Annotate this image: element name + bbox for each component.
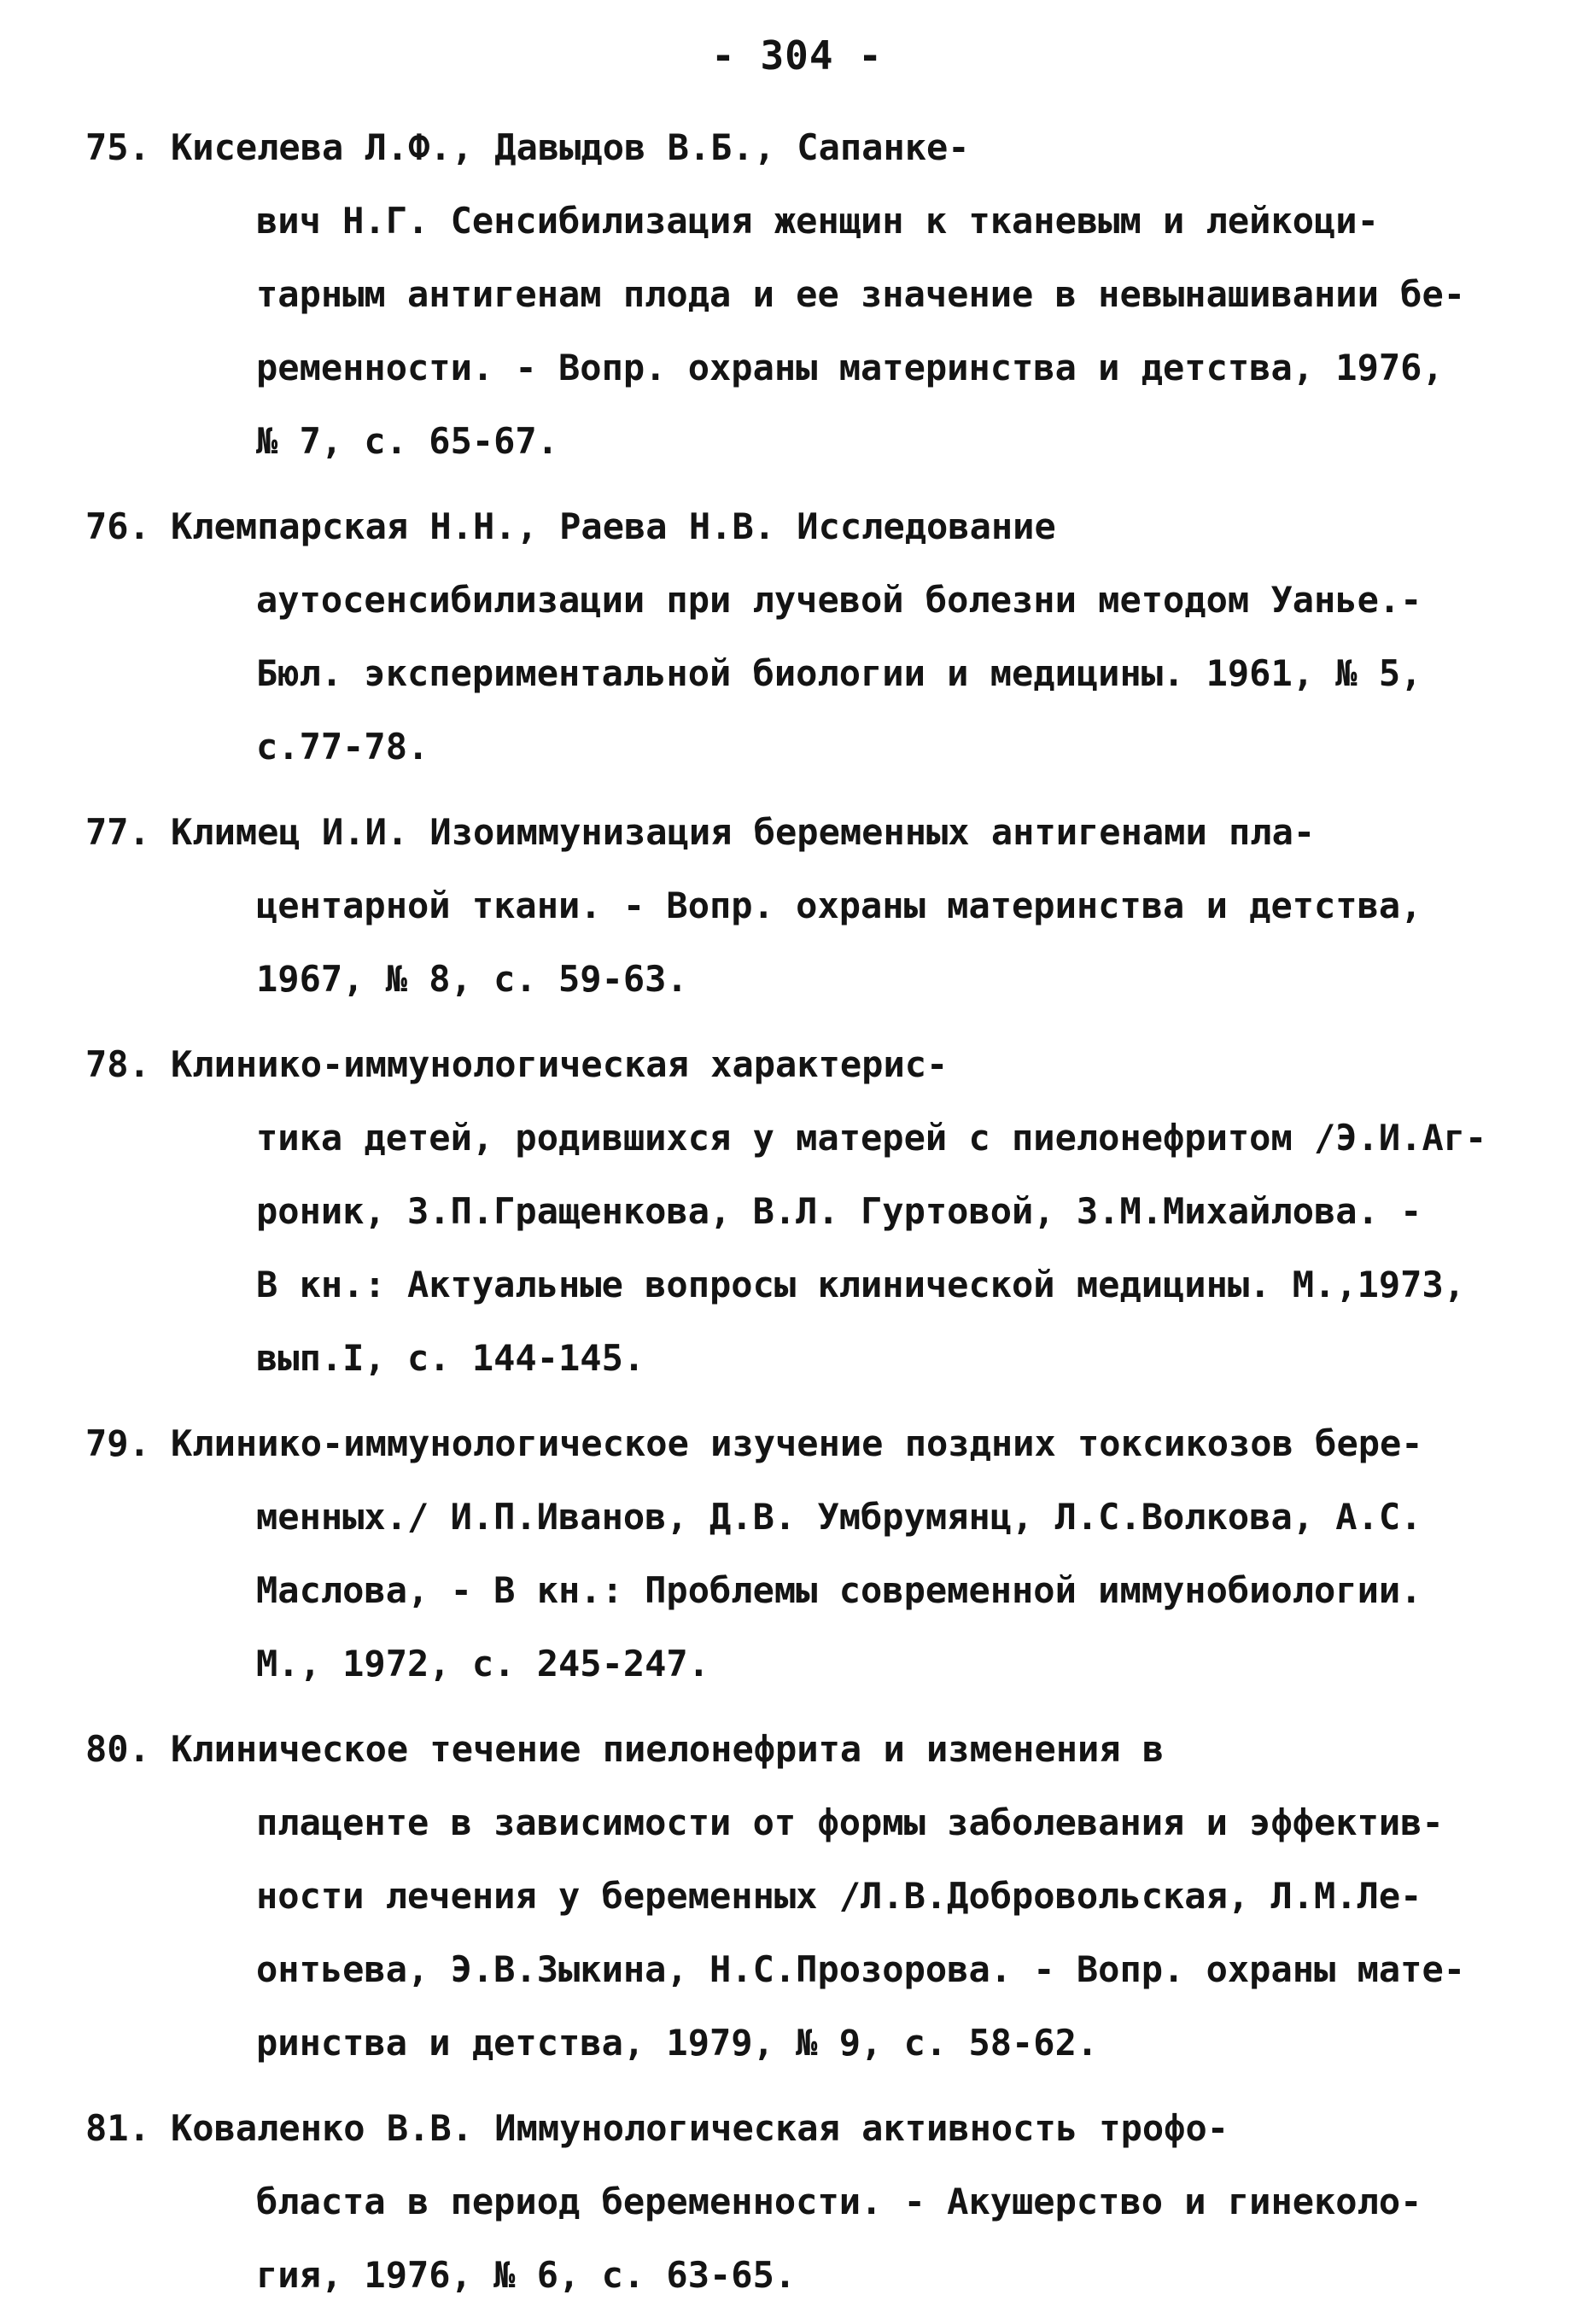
reference-list: [85, 111, 1528, 2324]
reference-continuation-line: [85, 1860, 1528, 1933]
reference-continuation-line: [85, 710, 1528, 784]
reference-text: вып.I, с. 144-145.: [256, 1337, 645, 1379]
reference-entry: [85, 490, 1528, 784]
reference-first-line: [85, 1028, 1528, 1101]
reference-entry: [85, 1713, 1528, 2080]
reference-entry: [85, 2092, 1528, 2312]
reference-continuation-line: [85, 1554, 1528, 1627]
reference-text: Клинико-иммунологическое изучение поздних токсикозов бере-: [171, 1422, 1423, 1464]
reference-number: 81.: [85, 2107, 150, 2149]
reference-number: 79.: [85, 1422, 150, 1464]
reference-continuation-line: [85, 1248, 1528, 1322]
reference-continuation-line: [85, 1480, 1528, 1554]
reference-text: М., 1972, с. 245-247.: [256, 1643, 710, 1685]
reference-continuation-line: [85, 1933, 1528, 2006]
reference-text: В кн.: Актуальные вопросы клинической медицины. М.,1973,: [256, 1264, 1466, 1305]
reference-first-line: [85, 111, 1528, 184]
reference-text: Клинико-иммунологическая характерис-: [171, 1043, 949, 1085]
page-number: - 304 -: [711, 32, 883, 79]
reference-continuation-line: [85, 563, 1528, 637]
reference-text: Киселева Л.Ф., Давыдов В.Б., Сапанке-: [171, 126, 970, 168]
reference-number: 80.: [85, 1728, 150, 1770]
reference-text: ности лечения у беременных /Л.В.Добровольская, Л.М.Ле-: [256, 1875, 1422, 1917]
reference-text: Клиническое течение пиелонефрита и изменения в: [171, 1728, 1165, 1770]
reference-text: центарной ткани. - Вопр. охраны материнства и детства,: [256, 885, 1422, 926]
reference-text: Климец И.И. Изоиммунизация беременных антигенами пла-: [171, 811, 1316, 853]
reference-text: гия, 1976, № 6, с. 63-65.: [256, 2254, 797, 2296]
reference-text: Коваленко В.В. Иммунологическая активность трофо-: [171, 2107, 1229, 2149]
reference-entry: [85, 1028, 1528, 1395]
reference-continuation-line: [85, 1175, 1528, 1248]
reference-first-line: [85, 1407, 1528, 1480]
reference-entry: [85, 1407, 1528, 1701]
reference-text: с.77-78.: [256, 726, 429, 768]
reference-text: аутосенсибилизации при лучевой болезни методом Уанье.-: [256, 579, 1422, 621]
reference-first-line: [85, 490, 1528, 563]
reference-text: вич Н.Г. Сенсибилизация женщин к тканевым и лейкоци-: [256, 200, 1379, 242]
reference-text: плаценте в зависимости от формы заболевания и эффектив-: [256, 1801, 1444, 1843]
reference-number: 75.: [85, 126, 150, 168]
reference-text: 1967, № 8, с. 59-63.: [256, 958, 688, 1000]
reference-entry: [85, 111, 1528, 478]
reference-text: ременности. - Вопр. охраны материнства и детства, 1976,: [256, 347, 1444, 388]
reference-number: 77.: [85, 811, 150, 853]
reference-entry: [85, 796, 1528, 1016]
reference-continuation-line: [85, 405, 1528, 478]
reference-text: онтьева, Э.В.Зыкина, Н.С.Прозорова. - Вопр. охраны мате-: [256, 1948, 1466, 1990]
reference-continuation-line: [85, 943, 1528, 1016]
reference-continuation-line: [85, 637, 1528, 710]
reference-text: Клемпарская Н.Н., Раева Н.В. Исследование: [171, 505, 1056, 547]
reference-continuation-line: [85, 1101, 1528, 1175]
reference-continuation-line: [85, 258, 1528, 331]
reference-first-line: [85, 2092, 1528, 2165]
reference-text: тарным антигенам плода и ее значение в невынашивании бе-: [256, 273, 1466, 315]
reference-continuation-line: [85, 869, 1528, 943]
reference-text: № 7, с. 65-67.: [256, 420, 559, 462]
reference-continuation-line: [85, 2165, 1528, 2239]
reference-continuation-line: [85, 1627, 1528, 1701]
reference-first-line: [85, 796, 1528, 869]
reference-text: роник, З.П.Гращенкова, В.Л. Гуртовой, З.М.Михайлова. -: [256, 1190, 1422, 1232]
reference-number: 78.: [85, 1043, 150, 1085]
reference-text: бласта в период беременности. - Акушерство и гинеколо-: [256, 2181, 1422, 2222]
reference-text: ринства и детства, 1979, № 9, с. 58-62.: [256, 2022, 1099, 2064]
reference-continuation-line: [85, 1322, 1528, 1395]
reference-text: тика детей, родившихся у матерей с пиелонефритом /Э.И.Аг-: [256, 1117, 1487, 1159]
reference-continuation-line: [85, 331, 1528, 405]
reference-text: Бюл. экспериментальной биологии и медицины. 1961, № 5,: [256, 652, 1422, 694]
reference-text: менных./ И.П.Иванов, Д.В. Умбрумянц, Л.С.Волкова, А.С.: [256, 1496, 1422, 1538]
reference-continuation-line: [85, 2239, 1528, 2312]
reference-number: 76.: [85, 505, 150, 547]
reference-continuation-line: [85, 1786, 1528, 1860]
reference-text: Маслова, - В кн.: Проблемы современной иммунобиологии.: [256, 1569, 1422, 1611]
reference-continuation-line: [85, 2006, 1528, 2080]
reference-continuation-line: [85, 184, 1528, 258]
reference-first-line: [85, 1713, 1528, 1786]
